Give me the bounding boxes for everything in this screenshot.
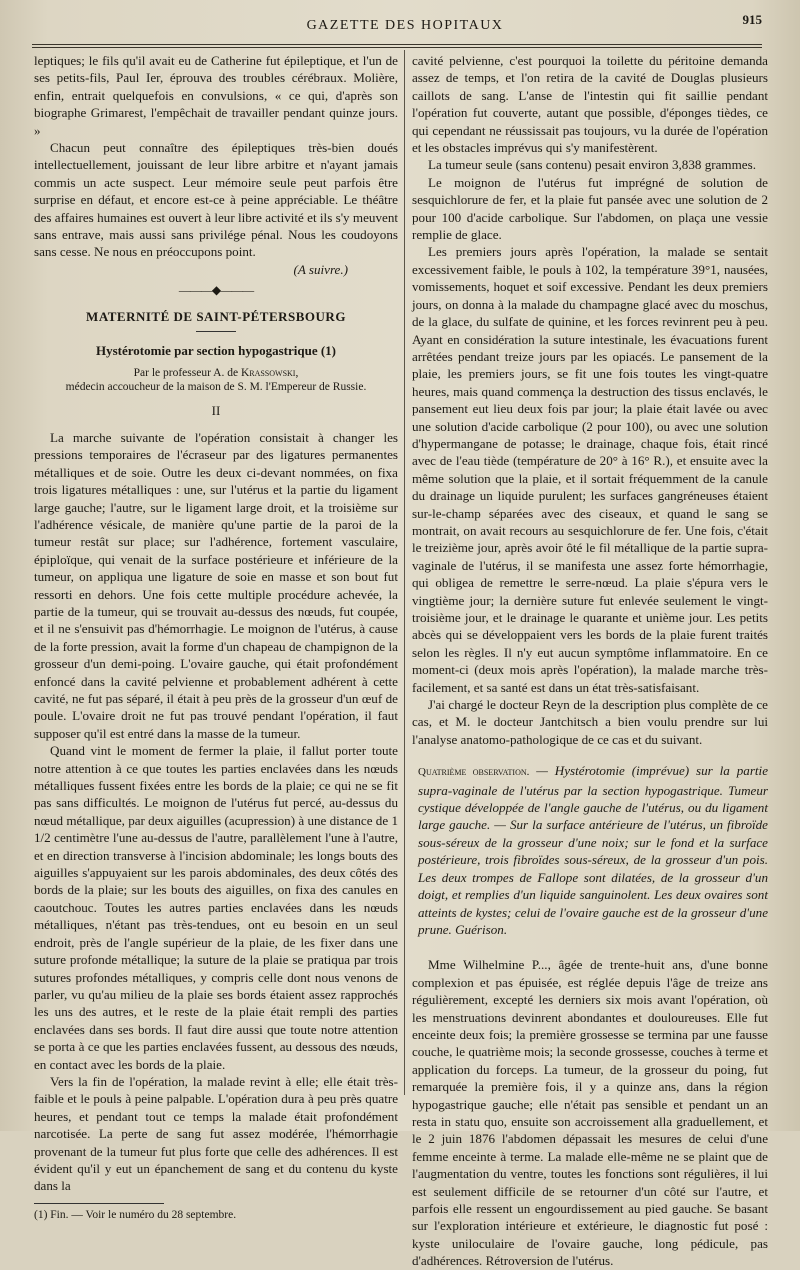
footnote-rule	[34, 1203, 164, 1204]
paragraph: Chacun peut connaître des épileptiques très-bien doués intellectuellement, jouissant de leur libre arbitre et n'ayant jamais commis un acte suspect. Leur mémoire seule peut parfois être surprise en défaut, et encore est-ce à peine appréciable. Le théâtre des affaires humaines est ouvert à leur libre activité et ils s'y meuvent sans entrave, mais aussi sans privilége pénal. Nous les coudoyons sans cesse. Ne nous en préoccupons point.	[34, 140, 398, 260]
paragraph: Mme Wilhelmine P..., âgée de trente-huit ans, d'une bonne complexion et pas épuisée, est réglée depuis l'âge de treize ans régulièrement, excepté les derniers six mois avant l'opération, où les menstruations devinrent abondantes et douloureuses. Elle fut enceinte deux fois; la première grossesse se termina par une fausse couche, le quatrième mois; la seconde grossesse, couches à terme et application du forceps. La tumeur, de la grosseur du poing, fut remarquée la première fois, il y a quinze ans, dans la région hypogastrique gauche; elle n'était pas sensible et pendant un an resta in statu quo, ensuite son accroissement alla graduellement, et le 2 juin 1876 l'abdomen dépassait les mesures de celui d'une femme enceinte à terme. La malade elle-même ne se plaint que de l'augmentation du ventre, toutes les fonctions sont régulières, il lui est seulement difficile de se retourner d'un côté sur l'autre, et parfois elle ressent un engourdissement au pied gauche. Se basant sur l'exploration intérieure et extérieure, le diagnostic fut posé : kyste uniloculaire de l'ovaire gauche, long pédicule, pas d'adhérences. Rétroversion de l'utérus.	[412, 957, 768, 1269]
paragraph: J'ai chargé le docteur Reyn de la description plus complète de ce cas, et M. le docteur Jantchitsch a bien voulu prendre sur lui l'analyse anatomo-pathologique de ce cas et du suivant.	[412, 697, 768, 747]
byline-affiliation: médecin accoucheur de la maison de S. M. l'Empereur de Russie.	[65, 380, 367, 393]
byline-prefix: Par le professeur A. de	[133, 366, 241, 379]
paragraph: leptiques; le fils qu'il avait eu de Catherine fut épileptique, et l'un de ses petits-fils, Paul Ier, éprouva des troubles cérébraux. Molière, enfin, entrait quelquefois en convulsions, « ce qui, d'après son biographe Grimarest, l'empêchait de travailler pendant quinze jours. »	[34, 53, 398, 138]
right-column	[412, 52, 768, 1270]
paragraph: La tumeur seule (sans contenu) pesait environ 3,838 grammes.	[428, 157, 756, 173]
paragraph: cavité pelvienne, c'est pourquoi la toilette du péritoine demanda assez de temps, et l'on retira de la cavité de Douglas plusieurs caillots de sang. L'anse de l'intestin qui fit saillie pendant l'opération fut couverte, autant que possible, d'éponges tièdes, ce qui cependant ne réussissait pas toujours, vu la durée de l'opération et les obstacles imprévus qui s'y manifestèrent.	[412, 53, 768, 156]
article-title: Hystérotomie par section hypogastrique (1)	[96, 343, 336, 359]
byline	[34, 366, 398, 394]
header-rule-double	[32, 47, 762, 48]
paragraph: Vers la fin de l'opération, la malade revint à elle; elle était très-faible et le pouls à peine palpable. L'opération dura à peu près quatre heures, et pendant tout ce temps la malade était profondément narcotisée. La perte de sang fut assez modérée, l'hémorrhagie provenant de la tumeur fut plus forte que celle des adhérences. Il est évident qu'il y eut un épanchement de sang et du contenu du kyste dans la	[34, 1073, 398, 1194]
left-column	[34, 52, 398, 1222]
paragraph: Le moignon de l'utérus fut imprégné de solution de sesquichlorure de fer, et la plaie fut pansée avec une solution de 2 pour 100 d'acide carbolique. Sur l'abdomen, on plaça une vessie remplie de glace.	[412, 174, 768, 243]
observation-heading	[418, 762, 768, 938]
journal-title: GAZETTE DES HOPITAUX	[306, 18, 504, 33]
footnote: (1) Fin. — Voir le numéro du 28 septembre.	[34, 1208, 237, 1221]
ornament-separator: ———◆———	[178, 283, 254, 298]
observation-label: Quatrième observation.	[418, 766, 530, 779]
author-name: Krassowski	[240, 366, 296, 379]
to-be-continued: (A suivre.)	[293, 261, 348, 277]
column-divider	[404, 50, 405, 1095]
section-title: MATERNITÉ DE SAINT-PÉTERSBOURG	[86, 308, 346, 324]
header-rule	[32, 44, 762, 45]
observation-summary: — Hystérotomie (imprévue) sur la partie supra-vaginale de l'utérus par la section hypogastrique. Tumeur cystique développée de l'angle gauche de l'utérus, ou du ligament large gauche. — Sur la surface antérieure de l'utérus, un fibroïde sous-séreux de la grosseur d'une noix; sur le fond et la surface postérieure, trois fibroïdes sous-séreux, de la grosseur d'un pois. Les deux trompes de Fallope sont dilatées, de la grosseur d'un doigt, et remplies d'un liquide sanguinolent. Les deux ovaires sont atteints de kystes; celui de l'ovaire gauche est de la grosseur d'une prune. Guérison.	[418, 763, 769, 937]
page-header	[30, 12, 780, 44]
paragraph: La marche suivante de l'opération consistait à changer les pressions temporaires de l'écraseur par des ligatures permanentes métalliques et de soie. Outre les deux ci-devant nommées, on fixa trois ligatures métalliques : une, sur l'utérus et la partie du ligament large gauche; l'autre, sur le ligament large droit, et la troisième sur l'adhérence vésicale, de manière qu'une partie de la paroi de la tumeur restât sur place; sur l'adhérence, fortement vasculaire, épiploïque, qui venait de la surface postérieure et inférieure de la tumeur, on appliqua une ligature de soie en masse et son bout fut ressorti en dehors. Une fois cette multiple procédure achevée, la partie de la tumeur, qui se trouvait au-dessus des nœuds, fut coupée, et il ne s'ensuivit pas d'hémorrhagie. Le moignon de l'utérus, à cause de la forte pression, avait la forme d'un chapeau de champignon de la grosseur d'un demi-poing. L'ovaire gauche, qui était profondément enfoncé dans la cavité pelvienne et probablement adhérent à cette cavité, ne fut pas séparé, il était à peu près de la grosseur d'un œuf de poule. L'ovaire droit ne fut pas trouvé pendant l'opération, il faut supposer qu'il est entré dans la masse de la tumeur.	[34, 429, 398, 741]
page-number: 915	[742, 12, 762, 27]
part-number: II	[211, 402, 221, 418]
paragraph: Quand vint le moment de fermer la plaie, il fallut porter toute notre attention à ce que toutes les parties enclavées dans les nœuds métalliques fussent fixées entre les bords de la plaie; ce qui ne se fit pas sans difficultés. Le moignon de l'utérus fut percé, au-dessus du nœud métallique, par deux aiguilles (acupression) à une distance de 1 1/2 centimètre l'une au-dessus de l'autre, parallèlement l'une à l'autre, et en direction transverse à l'incision abdominale; les longs bouts des aiguilles s'appuyaient sur les parois abdominales, des deux côtés des bords de la plaie; sur les bouts des aiguilles, on fixa des canules en caoutchouc. Toutes les autres parties enclavées dans les nœuds métalliques, n'étant pas très-tendues, ont eu besoin en un seul endroit, près de l'angle supérieur de la plaie, de les fixer dans une suture profonde métallique; la suture de la plaie se pratiqua par trois sutures profondes métalliques, y compris celle dont nous venons de parler, vu qu'au milieu de la plaie ses bords étaient assez rapprochés les uns des autres, et le reste de la plaie était rempli des parties enclavées dans ses bords. Il faut dire aussi que toute notre attention se porta à ce que les parties enclavées fussent, au dessous des nœuds, en contact avec les bords de la plaie.	[34, 743, 398, 1072]
byline-suffix: ,	[295, 366, 299, 379]
paragraph: Les premiers jours après l'opération, la malade se sentait excessivement faible, le pouls à 102, la température 39°1, nausées, vomissements, hoquet et soif excessive. Pendant les deux premiers jours, on donna à la malade du champagne glacé avec du moschus, de la glace, du sulfate de quinine, et les forces revinrent peu à peu. Ayant en considération la suture intestinale, les évacuations furent arrêtées pendant treize jours par les opiacés. Le pansement de la plaie, les premiers jours, se fit une fois toutes les vingt-quatre heures, mais quand commença la destruction des tissus enclavés, le pansement eut lieu deux fois par jour; la plaie était lavée ou avec une solution d'acide carbolique (2 pour 100), ou avec une solution d'hypermangane de potasse; le drainage, chaque fois, était rincé avec de l'eau tiède (température de 20° à 16° R.), et ensuite avec la même solution que la plaie, et il sortait fréquemment de la canule du drainage un liquide purulent; les surfaces gangréneuses étaient sur-le-champ séparées avec des ciseaux, et quand le sang se montrait, on avait recours au sesquichlorure de fer. Une fois, c'était le treizième jour, après avoir ôté le fil métallique de la partie supra-vaginale de l'utérus, il se manifesta une assez forte hémorrhagie, qui obligea de remettre le serre-nœud. La plaie s'épura vers le vingtième jour; la dernière suture fut enlevée seulement le vingt-troisième jour, et le drainage le quarante et unième jour. Les petits abcès qui se développaient vers les bords de la plaie furent traités selon les règles. Il n'y eut aucun symptôme inflammatoire. En ce moment-ci (deux mois après l'opération), la malade marche très-facilement, et sa santé est dans un état très-satisfaisant.	[412, 244, 768, 695]
short-rule	[196, 331, 236, 332]
